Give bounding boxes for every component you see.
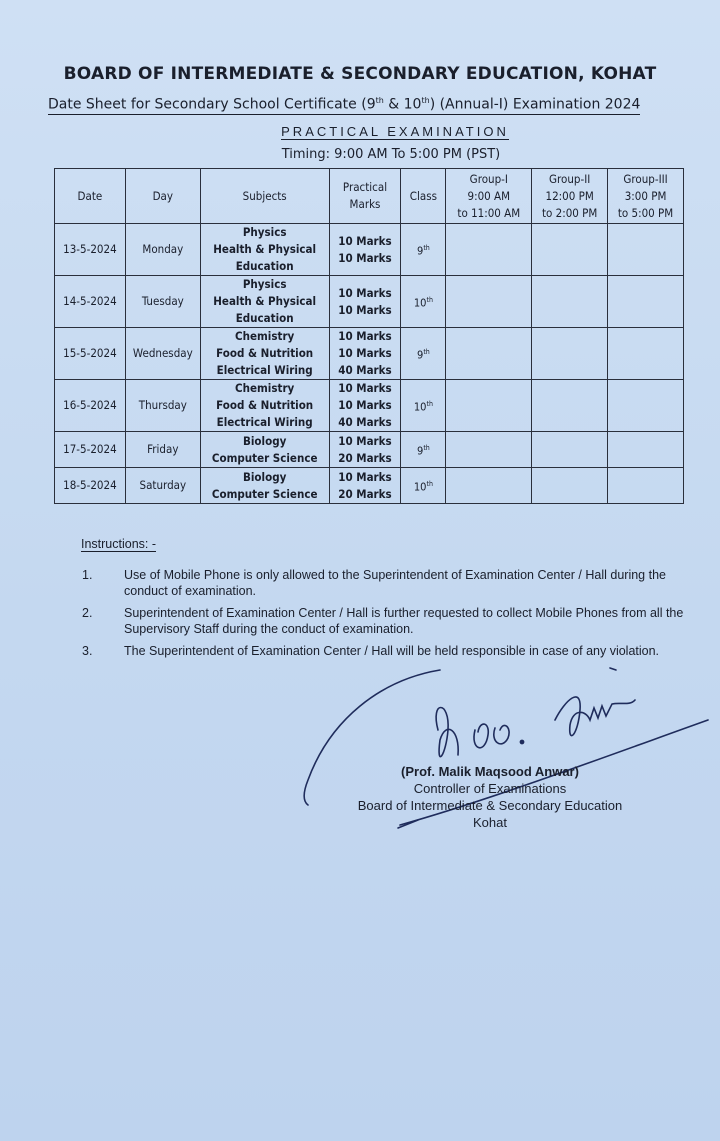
instructions-heading	[81, 537, 156, 551]
cell-group-3	[608, 380, 684, 432]
group-1-from: 9:00 AM	[467, 188, 511, 203]
marks: 10 Marks	[338, 398, 392, 412]
signatory-city: Kohat	[473, 815, 507, 830]
cell-marks	[329, 328, 401, 380]
marks: 10 Marks	[338, 469, 392, 484]
cell-marks	[329, 276, 401, 328]
class-number: 10	[413, 296, 427, 310]
subject: Electrical Wiring	[216, 363, 313, 377]
cell-class	[401, 224, 446, 276]
cell-day: Tuesday	[125, 276, 200, 328]
cell-marks	[329, 380, 401, 432]
subject: Physics	[242, 277, 287, 291]
group-1-to: to 11:00 AM	[457, 205, 521, 220]
cell-group-1	[446, 224, 532, 276]
cell-date: 13-5-2024	[55, 224, 126, 276]
subtitle-sup-2: th	[421, 96, 430, 105]
instruction-number: 2.	[82, 606, 93, 620]
subject: Health & Physical	[213, 294, 317, 308]
cell-day: Monday	[125, 224, 200, 276]
group-2-name: Group-II	[548, 171, 591, 186]
subtitle-sup-1: th	[375, 96, 384, 105]
subject: Education	[235, 259, 294, 273]
subtitle-part-c: ) (Annual-I) Examination 2024	[429, 96, 641, 113]
cell-day: Thursday	[125, 380, 200, 432]
class-suffix: th	[423, 347, 430, 356]
cell-day: Saturday	[125, 468, 200, 504]
signatory-name: (Prof. Malik Maqsood Anwar)	[401, 764, 579, 779]
cell-date: 15-5-2024	[55, 328, 126, 380]
class-number: 9	[417, 348, 424, 362]
marks: 10 Marks	[338, 285, 392, 300]
col-header-class: Class	[401, 169, 446, 224]
group-2-from: 12:00 PM	[545, 188, 594, 203]
subject: Biology	[243, 469, 287, 484]
instruction-text: Superintendent of Examination Center / Hall is further requested to collect Mobile Phones from all the Supervisory Staff during the conduct of examination.	[124, 606, 684, 636]
cell-group-3	[608, 276, 684, 328]
class-number: 10	[413, 480, 427, 494]
section-heading	[0, 124, 720, 139]
instruction-text: The Superintendent of Examination Center / Hall will be held responsible in case of any violation.	[124, 644, 660, 658]
table-header-row	[55, 169, 684, 224]
marks: 20 Marks	[338, 450, 392, 465]
cell-group-1	[446, 468, 532, 504]
col-header-group-3	[608, 169, 684, 224]
instruction-item	[82, 643, 702, 659]
cell-subjects	[200, 432, 329, 468]
subject: Food & Nutrition	[216, 398, 314, 412]
cell-group-2	[532, 224, 608, 276]
cell-subjects	[200, 276, 329, 328]
col-header-group-2	[532, 169, 608, 224]
table-row	[55, 276, 684, 328]
subject: Chemistry	[235, 381, 295, 395]
signatory-block	[300, 763, 680, 831]
cell-marks	[329, 224, 401, 276]
marks: 10 Marks	[338, 346, 392, 360]
cell-subjects	[200, 468, 329, 504]
cell-group-1	[446, 432, 532, 468]
cell-class	[401, 276, 446, 328]
col-header-group-1	[446, 169, 532, 224]
cell-class	[401, 432, 446, 468]
col-header-date: Date	[55, 169, 126, 224]
section-heading-text: PRACTICAL EXAMINATION	[281, 124, 509, 139]
group-3-from: 3:00 PM	[624, 188, 667, 203]
signatory-organization: Board of Intermediate & Secondary Education	[357, 798, 623, 813]
marks: 10 Marks	[338, 233, 392, 248]
class-number: 10	[413, 400, 427, 414]
cell-group-3	[608, 432, 684, 468]
col-header-marks	[329, 169, 401, 224]
cell-date: 16-5-2024	[55, 380, 126, 432]
col-header-subjects: Subjects	[200, 169, 329, 224]
class-number: 9	[417, 444, 424, 458]
cell-day: Friday	[125, 432, 200, 468]
board-title: BOARD OF INTERMEDIATE & SECONDARY EDUCATION, KOHAT	[63, 64, 657, 84]
class-suffix: th	[426, 399, 433, 408]
group-3-name: Group-III	[623, 171, 668, 186]
cell-subjects	[200, 224, 329, 276]
cell-group-3	[608, 224, 684, 276]
col-header-marks-line-2: Marks	[349, 197, 381, 211]
cell-subjects	[200, 380, 329, 432]
marks: 40 Marks	[338, 363, 392, 377]
col-header-marks-line-1: Practical	[342, 180, 388, 194]
group-2-to: to 2:00 PM	[541, 205, 598, 220]
cell-group-2	[532, 380, 608, 432]
table-row	[55, 328, 684, 380]
subject: Computer Science	[211, 450, 318, 465]
cell-group-3	[608, 468, 684, 504]
date-sheet-subtitle	[48, 96, 640, 115]
subject: Education	[235, 311, 294, 325]
cell-marks	[329, 432, 401, 468]
subject: Computer Science	[211, 486, 318, 501]
signatory-designation: Controller of Examinations	[413, 781, 567, 796]
subject: Food & Nutrition	[216, 346, 314, 360]
marks: 20 Marks	[338, 486, 392, 501]
cell-class	[401, 380, 446, 432]
cell-group-1	[446, 380, 532, 432]
instruction-item	[82, 567, 702, 599]
cell-group-3	[608, 328, 684, 380]
instruction-item	[82, 605, 702, 637]
cell-date: 18-5-2024	[55, 468, 126, 504]
group-3-to: to 5:00 PM	[617, 205, 674, 220]
subject: Physics	[242, 225, 287, 239]
class-suffix: th	[426, 295, 433, 304]
marks: 10 Marks	[338, 433, 392, 448]
instruction-number: 1.	[82, 568, 93, 582]
cell-group-2	[532, 328, 608, 380]
instruction-number: 3.	[82, 644, 93, 658]
cell-group-2	[532, 276, 608, 328]
subject: Health & Physical	[213, 242, 317, 256]
subtitle-part-a: Date Sheet for Secondary School Certificate (9	[48, 96, 376, 113]
cell-group-1	[446, 328, 532, 380]
marks: 10 Marks	[338, 302, 392, 317]
instruction-text: Use of Mobile Phone is only allowed to the Superintendent of Examination Center / Hall during the conduct of examination.	[124, 568, 666, 598]
class-suffix: th	[423, 443, 430, 452]
cell-group-1	[446, 276, 532, 328]
cell-date: 14-5-2024	[55, 276, 126, 328]
cell-group-2	[532, 432, 608, 468]
class-suffix: th	[426, 479, 433, 488]
cell-date: 17-5-2024	[55, 432, 126, 468]
class-suffix: th	[423, 243, 430, 252]
subtitle-part-b: & 10	[383, 96, 422, 113]
marks: 10 Marks	[338, 329, 392, 343]
marks: 10 Marks	[338, 381, 392, 395]
table-row	[55, 432, 684, 468]
marks: 10 Marks	[338, 250, 392, 265]
subject: Biology	[243, 433, 287, 448]
cell-class	[401, 328, 446, 380]
timing-line: Timing: 9:00 AM To 5:00 PM (PST)	[281, 147, 501, 162]
date-sheet-table	[54, 168, 684, 504]
table-row	[55, 468, 684, 504]
group-1-name: Group-I	[469, 171, 508, 186]
table-row	[55, 224, 684, 276]
class-number: 9	[417, 244, 424, 258]
marks: 40 Marks	[338, 415, 392, 429]
cell-class	[401, 468, 446, 504]
cell-marks	[329, 468, 401, 504]
table-row	[55, 380, 684, 432]
cell-subjects	[200, 328, 329, 380]
subject: Chemistry	[235, 329, 295, 343]
cell-group-2	[532, 468, 608, 504]
col-header-day: Day	[125, 169, 200, 224]
cell-day: Wednesday	[125, 328, 200, 380]
subject: Electrical Wiring	[216, 415, 313, 429]
instructions-heading-text: Instructions: -	[81, 537, 157, 551]
